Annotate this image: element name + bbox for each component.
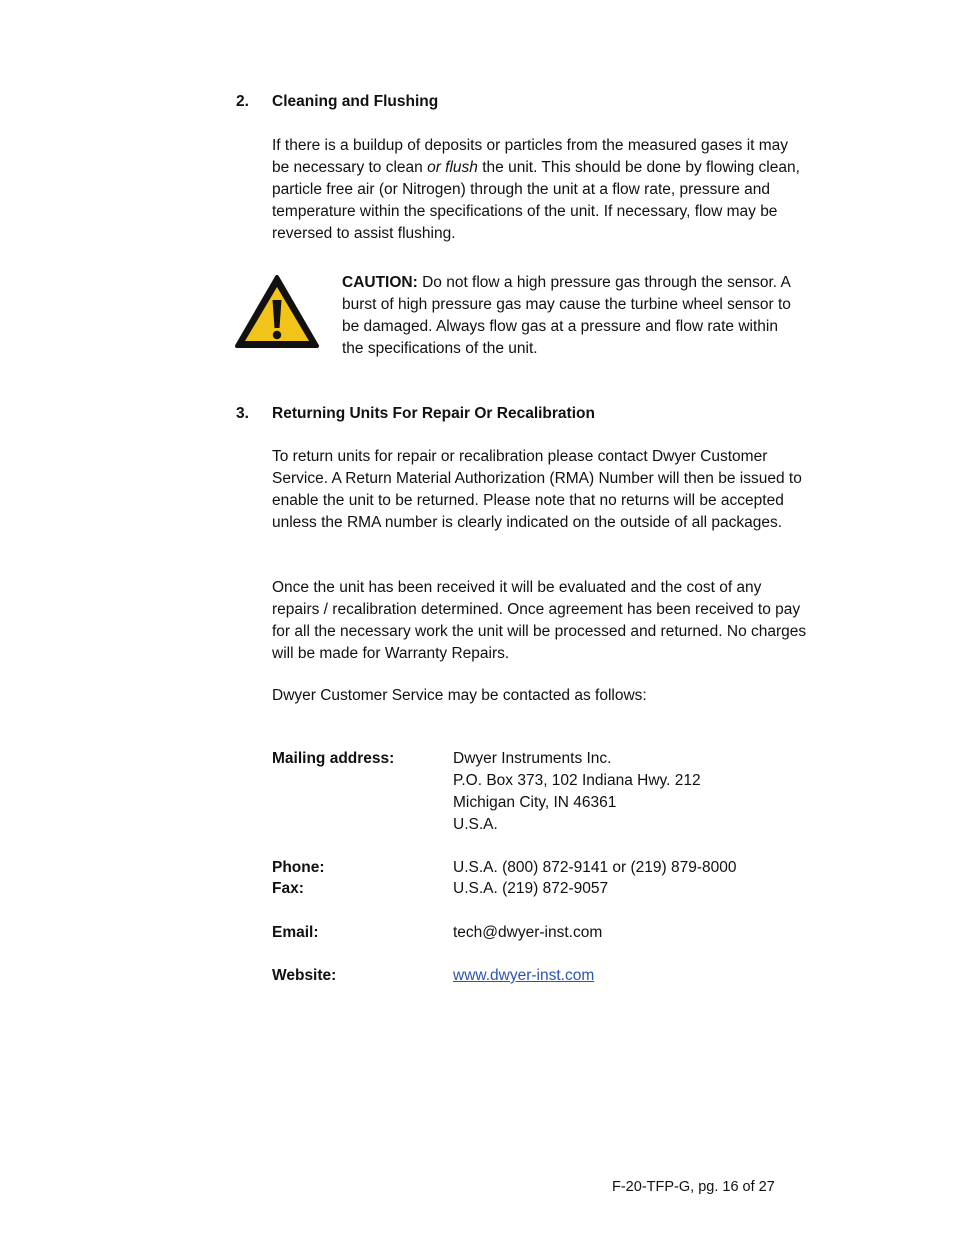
mailing-address-value (453, 748, 873, 836)
return-paragraph: To return units for repair or recalibration please contact Dwyer Customer Service. A Return Material Authorization (RMA) Number will then be issued to enable the unit to be returned. Please note that no returns will be accepted unless the RMA number is clearly indicated on the outside of all packages. (272, 448, 802, 531)
website-label: Website: (272, 967, 337, 984)
fax-value: U.S.A. (219) 872-9057 (453, 880, 609, 897)
caution-text: Do not flow a high pressure gas through the sensor. A burst of high pressure gas may cause the turbine wheel sensor to be damaged. Always flow gas at a pressure and flow rate within the specifications of the unit. (342, 274, 791, 357)
fax-label: Fax: (272, 880, 304, 897)
section-2-number: 2. (236, 93, 249, 110)
cleaning-paragraph (272, 135, 807, 245)
website-value (453, 965, 873, 987)
page-footer: F-20-TFP-G, pg. 16 of 27 (612, 1179, 775, 1195)
mailing-line: Michigan City, IN 46361 (453, 794, 617, 811)
email-label: Email: (272, 924, 319, 941)
mailing-line: P.O. Box 373, 102 Indiana Hwy. 212 (453, 772, 701, 789)
caution-note (342, 272, 802, 360)
mailing-line: U.S.A. (453, 816, 498, 833)
section-3-number: 3. (236, 405, 249, 422)
phone-value: U.S.A. (800) 872-9141 or (219) 879-8000 (453, 859, 737, 876)
contact-intro: Dwyer Customer Service may be contacted as follows: (272, 687, 647, 704)
section-2-title: Cleaning and Flushing (272, 93, 439, 110)
phone-label: Phone: (272, 859, 325, 876)
section-3-title: Returning Units For Repair Or Recalibration (272, 405, 595, 422)
cleaning-text-part2: the unit. This should be done by flowing clean, particle free air (or Nitrogen) through the unit at a flow rate, pressure and temperature within the specifications of the unit. If necessary, flow may be reversed to assist flushing. (272, 159, 800, 242)
mailing-line: Dwyer Instruments Inc. (453, 750, 612, 767)
website-link[interactable]: www.dwyer-inst.com (453, 967, 595, 984)
email-value: tech@dwyer-inst.com (453, 924, 603, 941)
cleaning-text-part1: If there is a buildup of deposits or particles from the measured gases it may be necessary to clean (272, 137, 789, 176)
caution-label: CAUTION: (342, 274, 418, 291)
evaluation-paragraph: Once the unit has been received it will be evaluated and the cost of any repairs / recalibration determined. Once agreement has been received to pay for all the necessary work the unit will be processed and returned. No charges will be made for Warranty Repairs. (272, 579, 807, 662)
warning-icon (234, 274, 320, 350)
mailing-address-label: Mailing address: (272, 750, 395, 767)
cleaning-text-emphasis: or flush (427, 159, 478, 176)
